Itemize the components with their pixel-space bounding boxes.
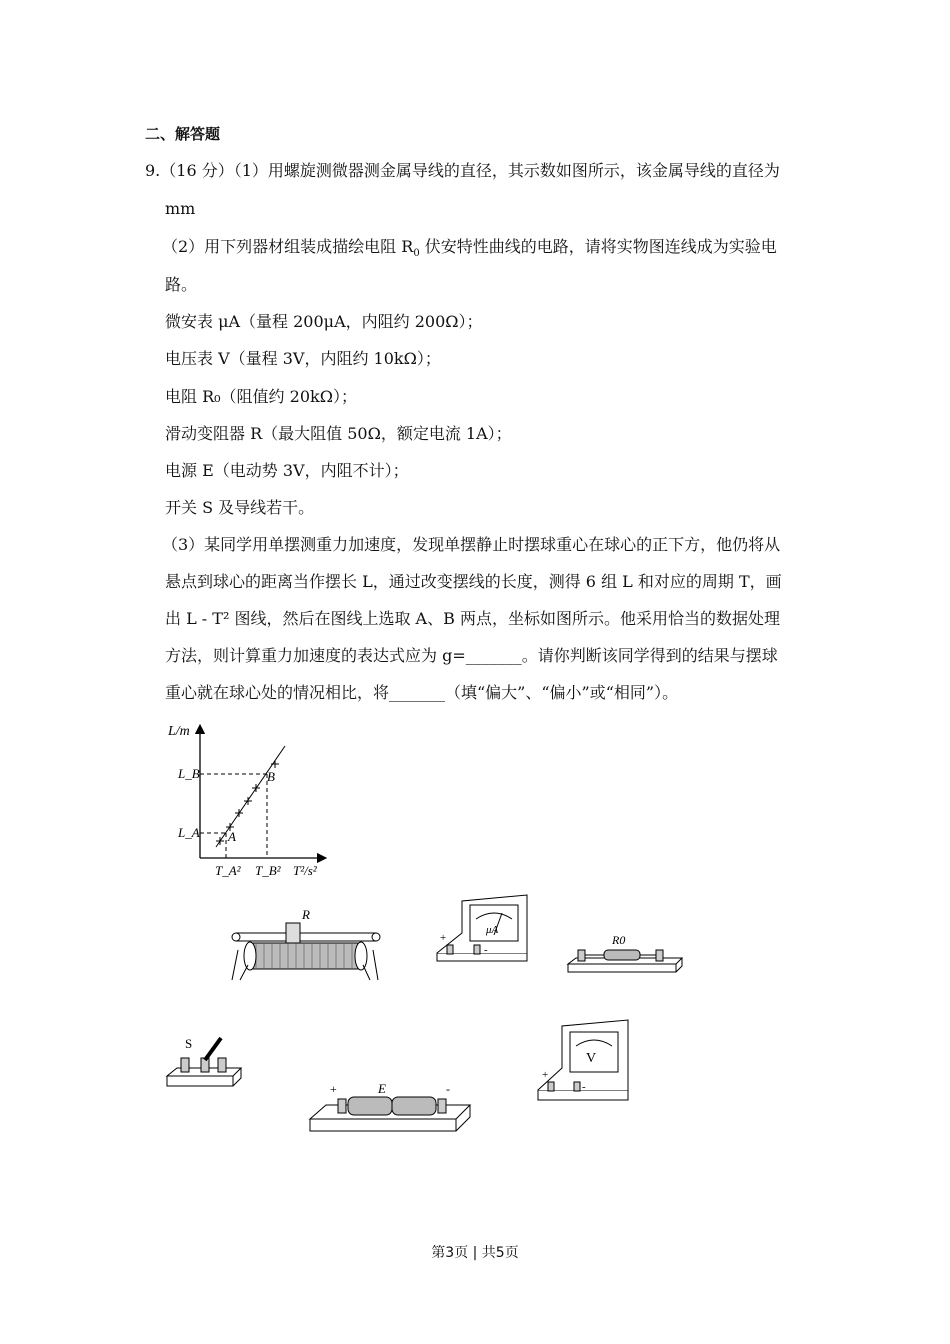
switch-label: S: [185, 1036, 193, 1051]
equipment-item: 电阻 R₀（阻值约 20kΩ）；: [165, 387, 357, 406]
y-axis-label: L/m: [168, 724, 190, 739]
question-number: 9.: [145, 161, 161, 180]
part1-text: （1）用螺旋测微器测金属导线的直径，其示数如图所示，该金属导线的直径为: [233, 161, 780, 180]
point-b-label: B: [267, 769, 275, 784]
meter-plus: +: [440, 932, 447, 944]
part3-line: 悬点到球心的距离当作摆长 L，通过改变摆线的长度，测得 6 组 L 和对应的周期 T，画: [165, 572, 782, 591]
meter-plus: +: [542, 1069, 549, 1081]
part3-line: 出 L - T² 图线，然后在图线上选取 A、B 两点，坐标如图所示。他采用恰当的数据处理: [165, 609, 780, 628]
equipment-item: 滑动变阻器 R（最大阻值 50Ω，额定电流 1A）；: [165, 424, 512, 443]
meter-minus: -: [582, 1081, 586, 1093]
part2-text-b: 伏安特性曲线的电路，请将实物图连线成为实验电: [419, 237, 777, 256]
y-tick-lb: L_B: [178, 766, 200, 781]
meter-minus: -: [484, 944, 488, 956]
section-title: 二、解答题: [145, 125, 221, 143]
resistor-r0-figure: [566, 928, 684, 978]
rheostat-figure: [228, 905, 383, 985]
resistor-label: R0: [612, 933, 626, 947]
equipment-item: 电源 E（电动势 3V，内阻不计）；: [165, 461, 409, 480]
rheostat-label: R: [302, 907, 310, 922]
x-tick-tb: T_B²: [255, 863, 281, 878]
voltmeter-figure: [534, 1018, 634, 1113]
part1-unit: mm: [165, 199, 196, 218]
y-tick-la: L_A: [178, 825, 200, 840]
part2-line-2: 路。: [165, 275, 198, 294]
page-footer: 第3页 | 共5页: [431, 1245, 519, 1261]
question-line-1: [145, 161, 780, 181]
part2-line-1: [162, 237, 777, 264]
x-tick-ta: T_A²: [215, 863, 241, 878]
battery-figure: [306, 1075, 474, 1137]
equipment-item: 电压表 V（量程 3V，内阻约 10kΩ）；: [165, 349, 441, 368]
microammeter-label: μA: [486, 924, 499, 936]
battery-minus: -: [446, 1082, 450, 1096]
question-score: （16 分）: [160, 161, 234, 180]
x-axis-label: T²/s²: [293, 863, 317, 878]
part3-line: 重心就在球心处的情况相比，将_______（填“偏大”、“偏小”或“相同”）。: [165, 683, 679, 702]
equipment-item: 开关 S 及导线若干。: [165, 498, 315, 517]
part3-line: 方法，则计算重力加速度的表达式应为 g=_______。请你判断该同学得到的结果与摆球: [165, 646, 778, 665]
battery-label: E: [378, 1081, 386, 1096]
microammeter-figure: [432, 893, 532, 968]
voltmeter-label: V: [586, 1051, 597, 1066]
l-t2-graph: [160, 715, 340, 885]
part2-sub: 0: [413, 248, 420, 260]
switch-figure: [163, 1030, 245, 1092]
battery-plus: +: [330, 1082, 337, 1096]
part2-text-a: （2）用下列器材组装成描绘电阻 R: [162, 237, 414, 256]
part3-line: （3）某同学用单摆测重力加速度，发现单摆静止时摆球重心在球心的正下方，他仍将从: [162, 535, 781, 554]
equipment-item: 微安表 μA（量程 200μA，内阻约 200Ω）；: [165, 312, 483, 331]
point-a-label: A: [228, 829, 236, 844]
